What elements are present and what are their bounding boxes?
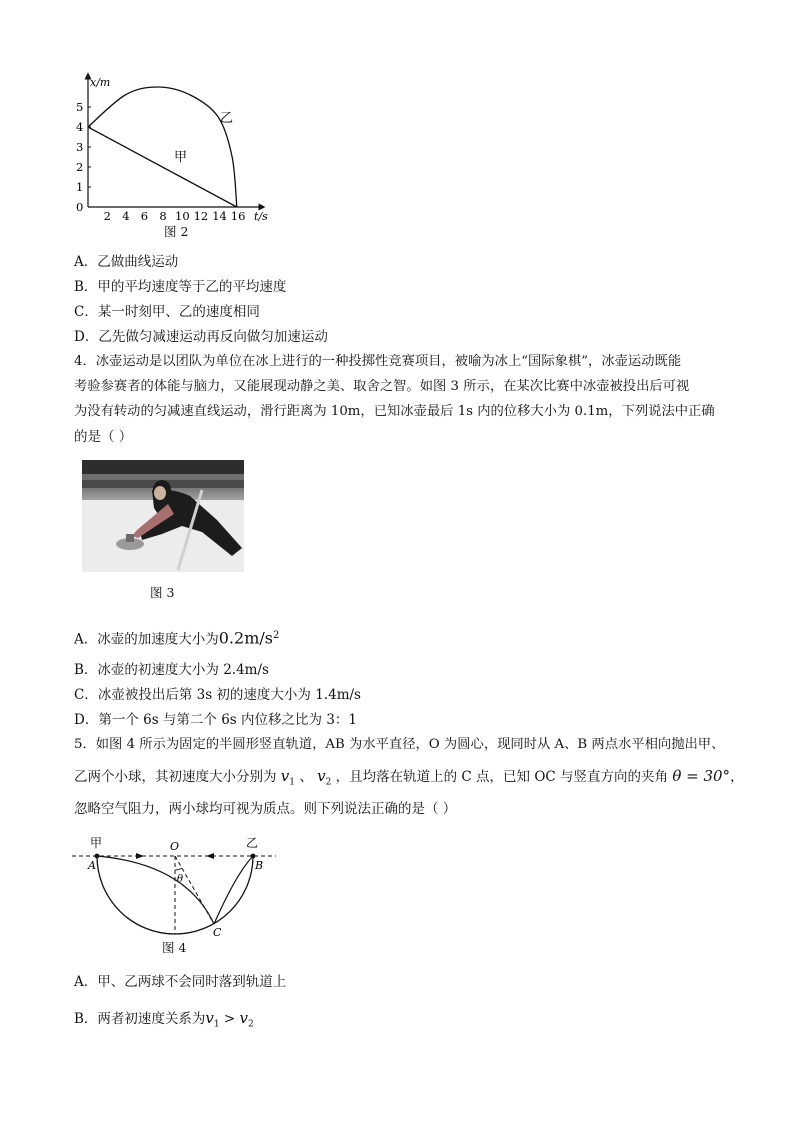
label-jia: 甲 <box>174 150 188 165</box>
q5-line-3: 忽略空气阻力，两小球均可视为质点。则下列说法正确的是（ ） <box>74 801 457 817</box>
point-b-dot <box>251 854 256 859</box>
arrow-right-icon <box>136 853 144 859</box>
q3-option-d: D．乙先做匀减速运动再反向做匀加速运动 <box>74 329 328 345</box>
q5-option-a: A．甲、乙两球不会同时落到轨道上 <box>74 974 287 990</box>
x-tick-16: 16 <box>230 209 246 223</box>
q3-option-a: A．乙做曲线运动 <box>74 254 179 270</box>
point-a-dot <box>95 854 100 859</box>
y-tick-4: 4 <box>76 120 84 134</box>
yi-trajectory <box>214 856 253 924</box>
label-c: C <box>213 926 222 939</box>
q4-option-b: B．冰壶的初速度大小为 2.4m/s <box>74 662 269 678</box>
q5-option-b: B．两者初速度关系为$v_1 > v_2$ <box>74 1009 254 1030</box>
q4-a-value: 0.2m/s <box>218 628 273 648</box>
figure-2-graph <box>60 70 290 240</box>
q4-line-1: 4．冰壶运动是以团队为单位在冰上进行的一种投掷性竞赛项目，被喻为冰上“国际象棋”，冰壶运动既能 <box>74 354 682 369</box>
label-yi: 乙 <box>220 111 234 126</box>
series-jia-line <box>88 127 237 207</box>
x-tick-8: 8 <box>159 209 167 223</box>
x-axis-label: t/s <box>254 210 268 223</box>
q5-line-2: 乙两个小球，其初速度大小分别为 $v_1$ 、 $v_2$ ，且均落在轨道上的 C 点，已知 OC 与竖直方向的夹角 θ = 30°， <box>74 767 744 788</box>
label-b: B <box>255 859 264 872</box>
q4-line-4: 的是（ ） <box>74 429 133 445</box>
jia-trajectory <box>97 856 214 924</box>
figure-2-caption: 图 2 <box>164 224 189 239</box>
x-tick-2: 2 <box>103 209 111 223</box>
q3-option-c: C．某一时刻甲、乙的速度相同 <box>74 304 260 320</box>
q4-line-3: 为没有转动的匀减速直线运动，滑行距离为 10m，已知冰壶最后 1s 内的位移大小为 0.1m，下列说法中正确 <box>74 404 715 419</box>
q5-line-1: 5．如图 4 所示为固定的半圆形竖直轨道，AB 为水平直径，O 为圆心，现同时从 A、B 两点水平相向抛出甲、 <box>74 737 725 752</box>
q4-option-d: D．第一个 6s 与第二个 6s 内位移之比为 3：1 <box>74 712 357 728</box>
y-tick-2: 2 <box>76 160 84 174</box>
q4-option-c: C．冰壶被投出后第 3s 初的速度大小为 1.4m/s <box>74 687 361 703</box>
x-tick-12: 12 <box>193 209 209 223</box>
q3-option-b: B．甲的平均速度等于乙的平均速度 <box>74 279 287 295</box>
y-axis-label: x/m <box>90 76 111 89</box>
y-tick-5: 5 <box>76 100 84 114</box>
y-tick-0: 0 <box>76 200 84 214</box>
q4-option-a: A．冰壶的加速度大小为$0.2m/s^2$ <box>74 628 280 648</box>
label-a: A <box>88 859 96 872</box>
y-tick-1: 1 <box>76 180 84 194</box>
x-tick-4: 4 <box>122 209 130 223</box>
q4-line-2: 考验参赛者的体能与脑力，又能展现动静之美、取舍之智。如图 3 所示，在某次比赛中冰壶被投出后可视 <box>74 379 690 394</box>
label-jia-ball: 甲 <box>90 836 103 850</box>
label-o: O <box>170 840 180 853</box>
label-yi-ball: 乙 <box>246 836 259 850</box>
y-tick-labels <box>76 100 91 214</box>
y-tick-3: 3 <box>76 140 84 154</box>
x-tick-6: 6 <box>140 209 149 223</box>
figure-4-caption: 图 4 <box>162 940 187 955</box>
figure-4-diagram <box>66 834 286 954</box>
label-theta: θ <box>177 874 184 885</box>
x-tick-14: 14 <box>212 209 227 223</box>
x-tick-labels <box>104 209 246 223</box>
figure-3-caption: 图 3 <box>150 585 175 600</box>
series-yi-curve <box>88 87 237 207</box>
arrow-left-icon <box>206 853 214 859</box>
theta-equation: θ = 30° <box>672 767 731 785</box>
curling-photo <box>82 460 244 572</box>
x-tick-10: 10 <box>175 209 190 223</box>
